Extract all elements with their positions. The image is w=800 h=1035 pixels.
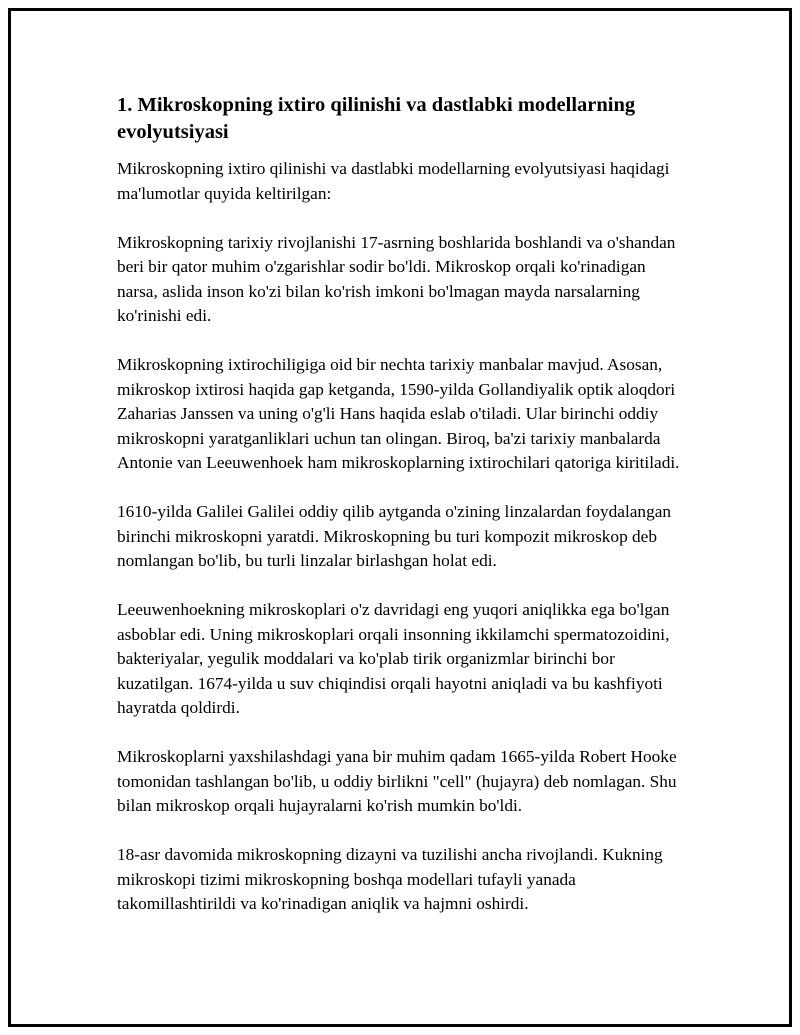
document-body: [117, 92, 687, 941]
paragraph-history: Mikroskopning tarixiy rivojlanishi 17-asrning boshlarida boshlandi va o'shandan beri bir qator muhim o'zgarishlar sodir bo'ldi. Mikroskop orqali ko'rinadigan narsa, aslida inson ko'zi bilan ko'rish imkoni bo'lmagan mayda narsalarning ko'rinishi edi.: [117, 232, 676, 325]
section-heading: 1. Mikroskopning ixtiro qilinishi va dastlabki modellarning evolyutsiyasi: [117, 94, 636, 143]
paragraph-intro: Mikroskopning ixtiro qilinishi va dastlabki modellarning evolyutsiyasi haqidagi ma'lumotlar quyida keltirilgan:: [117, 159, 670, 203]
paragraph-hooke: Mikroskoplarni yaxshilashdagi yana bir muhim qadam 1665-yilda Robert Hooke tomonidan tashlangan bo'lib, u oddiy birlikni "cell" (hujayra) deb nomlagan. Shu bilan mikroskop orqali hujayralarni ko'rish mumkin bo'ldi.: [117, 747, 677, 815]
paragraph-leeuwenhoek: Leeuwenhoekning mikroskoplari o'z davridagi eng yuqori aniqlikka ega bo'lgan asboblar edi. Uning mikroskoplari orqali insonning ikkilamchi spermatozoidini, bakteriyalar, yegulik moddalari va ko'plab tirik organizmlar birinchi bor kuzatilgan. 1674-yilda u suv chiqindisi orqali hayotni aniqladi va bu kashfiyoti hayratda qoldirdi.: [117, 600, 670, 717]
paragraph-inventors: Mikroskopning ixtirochiligiga oid bir nechta tarixiy manbalar mavjud. Asosan, mikroskop ixtirosi haqida gap ketganda, 1590-yilda Gollandiyalik optik aloqdori Zaharias Janssen va uning o'g'li Hans haqida eslab o'tiladi. Ular birinchi oddiy mikroskopni yaratganliklari uchun tan olingan. Biroq, ba'zi tarixiy manbalarda Antonie van Leeuwenhoek ham mikroskoplarning ixtirochilari qatoriga kiritiladi.: [117, 355, 680, 472]
paragraph-galilei: 1610-yilda Galilei Galilei oddiy qilib aytganda o'zining linzalardan foydalangan birinchi mikroskopni yaratdi. Mikroskopning bu turi kompozit mikroskop deb nomlangan bo'lib, bu turli linzalar birlashgan holat edi.: [117, 502, 672, 570]
paragraph-18th-century: 18-asr davomida mikroskopning dizayni va tuzilishi ancha rivojlandi. Kukning mikroskopi tizimi mikroskopning boshqa modellari tufayli yanada takomillashtirildi va ko'rinadigan aniqlik va hajmni oshirdi.: [117, 845, 663, 913]
